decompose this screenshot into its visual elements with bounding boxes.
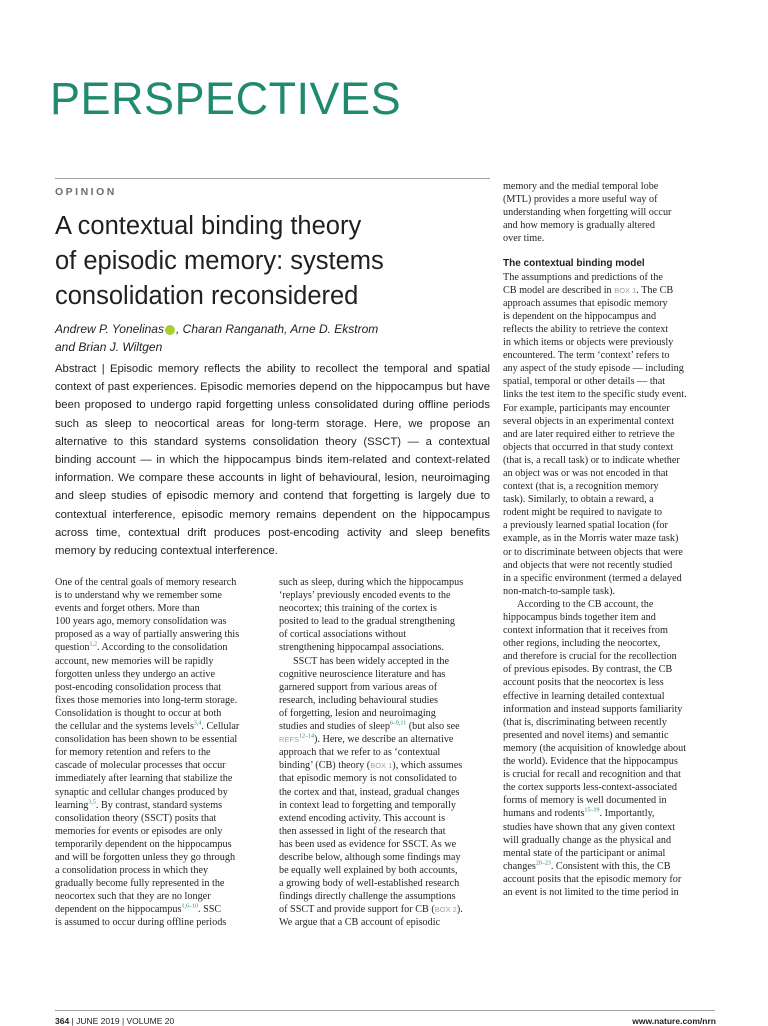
text-line: is to understand why we remember some: [55, 590, 222, 602]
text-line: findings directly challenge the assumptions: [279, 891, 456, 903]
text-line: learning$^{3,5}$. By contrast, standard systems: [55, 799, 223, 811]
authors-line2: and Brian J. Wiltgen: [55, 340, 163, 354]
text-line: account, new memories will be rapidly: [55, 655, 214, 667]
text-line: reflects the ability to retrieve the context: [503, 323, 669, 335]
footer-url[interactable]: www.nature.com/nrn: [632, 1016, 716, 1026]
text-line: a previously learned spatial location (for: [503, 520, 668, 532]
text-line: post-encoding consolidation process that: [55, 681, 222, 693]
text-line: mental state of the participant or animal: [503, 847, 666, 859]
section-heading: The contextual binding model: [503, 258, 645, 270]
text-line: memory (the acquisition of knowledge about: [503, 742, 687, 754]
text-line: or to discriminate between objects that were: [503, 546, 683, 558]
col3-body: [503, 271, 715, 598]
citation-link[interactable]: 3,5: [88, 799, 96, 806]
col3-body2: [503, 598, 715, 899]
citation-link[interactable]: 3,4: [193, 720, 202, 727]
citation-link[interactable]: 15–19: [584, 808, 600, 815]
text-line: cascade of molecular processes that occur: [55, 760, 226, 772]
text-line: of previous episodes. By contrast, the CB: [503, 664, 673, 676]
text-line: REFS$^{12-14}$). Here, we describe an alternative: [279, 733, 454, 746]
text-line: context information that it receives from: [503, 625, 668, 637]
text-line: account posits that the neocortex is less: [503, 677, 664, 689]
col3-top-spacer: [503, 178, 715, 179]
text-line: extend encoding activity. This account is: [279, 812, 446, 824]
text-line: CB model are described in BOX 1. The CB: [503, 284, 674, 296]
text-line: in a specific environment (termed a delayed: [503, 572, 682, 584]
text-line: consolidation theory (SSCT) posits that: [55, 812, 217, 824]
text-line: describe below, although some findings may: [279, 851, 461, 863]
text-line: approach that we refer to as ‘contextual: [279, 747, 441, 759]
text-line: in context lead to forgetting and temporally: [279, 799, 456, 811]
abstract: Abstract | Episodic memory reflects the ability to recollect the temporal and spatial context of past experiences. Episodic memories depend on the hippocampus but have been proposed to undergo rapid forgetting unless consolidated during offline periods such as sleep to neocortical areas for long-term storage. Here, we propose an alternative to this standard systems consolidation theory (SSCT) — a contextual binding account — in which the hippocampus binds item-related and context-related information. We compare these accounts in light of behavioural, lesion, neuroimaging and sleep studies of episodic memory and contend that forgetting is largely due to contextual interference, episodic memory remains dependent on the hippocampus across time, contextual drift produces post-encoding activity and sleep benefits memory by reducing contextual interference.: [55, 363, 490, 558]
col3-intro: [503, 180, 715, 245]
box-reference-link[interactable]: BOX 1: [370, 761, 393, 771]
text-line: and are later required either to retrieve the: [503, 428, 675, 440]
text-line: task). Similarly, to obtain a reward, a: [503, 494, 654, 506]
text-line: and objects that were not recently studied: [503, 559, 673, 571]
text-line: changes$^{20-23}$. Consistent with this, the CB: [503, 860, 671, 872]
text-line: approach assumes that episodic memory: [503, 297, 668, 309]
body-column-1: [55, 576, 265, 930]
article-title: [55, 209, 475, 314]
top-rule: [55, 178, 490, 179]
text-line: For example, participants may encounter: [503, 402, 670, 414]
orcid-icon[interactable]: [165, 325, 175, 335]
body-column-2: [279, 576, 489, 930]
text-line: an event is not limited to the time period in: [503, 886, 679, 898]
text-line: other regions, including the neocortex,: [503, 638, 661, 650]
text-line: and how memory is gradually altered: [503, 220, 655, 232]
text-line: memory and the medial temporal lobe: [503, 181, 659, 192]
box-reference-link[interactable]: REFS: [279, 735, 300, 745]
title-line: of episodic memory: systems: [55, 247, 384, 275]
text-line: is dependent on the hippocampus and: [503, 310, 657, 322]
text-line: several objects in an experimental context: [503, 415, 675, 427]
journal-masthead: PERSPECTIVES: [50, 73, 402, 124]
text-line: over time.: [503, 233, 545, 245]
author-link[interactable]: Andrew P. Yonelinas: [55, 322, 164, 336]
title-line: consolidation reconsidered: [55, 282, 359, 310]
text-line: an object was or was not encoded in that: [503, 467, 669, 479]
text-line: (that is, discriminating between recently: [503, 716, 667, 728]
text-line: garnered support from various areas of: [279, 681, 438, 693]
text-line: binding’ (CB) theory (BOX 1), which assumes: [279, 760, 463, 772]
body-column-3: [503, 180, 715, 899]
text-line: for memory retention and refers to the: [55, 747, 211, 759]
text-line: rodent might be required to navigate to: [503, 507, 662, 519]
citation-link[interactable]: 12–14: [299, 733, 315, 740]
text-line: the cortex and that, instead, gradual changes: [279, 786, 460, 798]
text-line: of SSCT and provide support for CB (BOX 2).: [279, 904, 463, 916]
author-list: [55, 320, 475, 356]
text-line: hippocampus binds together item and: [503, 612, 656, 623]
text-line: ‘replays’ previously encoded events to the: [279, 590, 451, 602]
text-line: humans and rodents$^{15-19}$. Importantly,: [503, 808, 655, 820]
footer-rule: [55, 1010, 715, 1011]
text-line: understanding when forgetting will occur: [503, 207, 672, 219]
text-line: strengthening hippocampal associations.: [279, 642, 444, 654]
text-line: effective in learning detailed contextual: [503, 690, 665, 702]
text-line: objects that occurred in that study context: [503, 441, 674, 453]
text-line: forms of memory is well documented in: [503, 795, 667, 807]
text-line: account posits that the episodic memory for: [503, 873, 682, 885]
text-line: such as sleep, during which the hippocampus: [279, 577, 464, 588]
text-line: neocortex such that they are no longer: [55, 891, 211, 903]
text-line: forgotten unless they undergo an active: [55, 668, 216, 680]
text-line: any aspect of the study episode — including: [503, 363, 684, 375]
text-line: According to the CB account, the: [517, 598, 654, 610]
text-line: in which items or objects were previously: [503, 337, 674, 349]
text-line: research, including behavioural studies: [279, 694, 438, 706]
text-line: cognitive neuroscience literature and has: [279, 668, 446, 680]
text-line: One of the central goals of memory research: [55, 577, 237, 588]
text-line: events and forget others. More than: [55, 603, 200, 615]
text-line: presented and novel items) and semantic: [503, 729, 669, 741]
text-line: posited to lead to the gradual strengthening: [279, 616, 455, 628]
text-line: 100 years ago, memory consolidation was: [55, 616, 227, 628]
text-line: example, as in the Morris water maze task): [503, 533, 679, 545]
text-line: dependent on the hippocampus$^{1,6-10}$. SSC: [55, 903, 222, 916]
text-line: and will be forgotten unless they go through: [55, 851, 236, 863]
text-line: synaptic and cellular changes produced by: [55, 786, 228, 798]
footer-issue: [55, 1016, 174, 1026]
citation-link[interactable]: 20–23: [535, 860, 551, 867]
text-line: that episodic memory is not consolidated to: [279, 773, 457, 785]
text-line: the cortex supports less-context-associated: [503, 782, 677, 794]
text-line: memories for events or episodes are only: [55, 825, 223, 837]
text-line: (MTL) provides a more useful way of: [503, 194, 658, 206]
citation-link[interactable]: 1,2: [89, 642, 98, 649]
title-line: A contextual binding theory: [55, 212, 362, 240]
text-line: of forgetting, lesion and neuroimaging: [279, 707, 436, 719]
text-line: SSCT has been widely accepted in the: [293, 655, 449, 667]
text-line: We argue that a CB account of episodic: [279, 917, 441, 929]
text-line: fixes those memories into long-term storage.: [55, 694, 238, 706]
text-line: The assumptions and predictions of the: [503, 271, 663, 283]
text-line: a growing body of well-established research: [279, 878, 460, 890]
text-line: proposed as a way of partially answering this: [55, 629, 240, 641]
text-line: neocortex; this training of the cortex is: [279, 603, 437, 615]
text-line: spatial, temporal or other details — that: [503, 376, 666, 388]
box-reference-link[interactable]: BOX 1: [614, 285, 637, 295]
text-line: context (that is, a recognition memory: [503, 481, 659, 493]
text-line: the world). Evidence that the hippocampus: [503, 756, 678, 768]
section-label: OPINION: [55, 186, 117, 198]
text-line: non-match-to-sample task).: [503, 585, 616, 597]
text-line: temporarily dependent on the hippocampus: [55, 838, 232, 850]
text-line: Consolidation is thought to occur at both: [55, 707, 222, 719]
text-line: then assessed in light of the research that: [279, 825, 446, 837]
text-line: the cellular and the systems levels$^{3,4}$. Cellular: [55, 720, 240, 733]
issue-info: | JUNE 2019 | VOLUME 20: [69, 1016, 175, 1026]
authors-line1: [55, 320, 475, 338]
text-line: encountered. The term ‘context’ refers to: [503, 350, 670, 362]
text-line: be equally well explained by both accounts,: [279, 865, 458, 877]
text-line: gradually become fully represented in the: [55, 878, 225, 890]
text-line: studies and studies of sleep$^{6-9,11}$ (but also see: [279, 720, 460, 733]
text-line: a consolidation process in which they: [55, 865, 209, 877]
box-reference-link[interactable]: BOX 2: [434, 905, 457, 915]
text-line: and therefore is crucial for the recollection: [503, 651, 677, 663]
text-line: will gradually change as the physical and: [503, 834, 672, 846]
text-line: is assumed to occur during offline periods: [55, 917, 227, 929]
text-line: is crucial for recall and recognition and that: [503, 769, 681, 781]
text-line: studies have shown that any given context: [503, 821, 676, 833]
text-line: consolidation has been shown to be essential: [55, 734, 238, 746]
authors-rest: , Charan Ranganath, Arne D. Ekstrom: [175, 322, 379, 336]
text-line: links the test item to the specific study event.: [503, 389, 687, 401]
citation-link[interactable]: 6–9,11: [389, 720, 407, 727]
text-line: question$^{1,2}$. According to the consolidation: [55, 642, 228, 654]
citation-link[interactable]: 1,6–10: [181, 903, 198, 910]
text-line: of cortical associations without: [279, 629, 407, 641]
page-number: 364: [55, 1016, 70, 1026]
text-line: (that is, a recall task) or to indicate whether: [503, 454, 680, 466]
text-line: has been used as evidence for SSCT. As we: [279, 838, 457, 850]
text-line: information and instead supports familiarity: [503, 703, 683, 715]
text-line: immediately after learning that stabilize the: [55, 773, 233, 785]
